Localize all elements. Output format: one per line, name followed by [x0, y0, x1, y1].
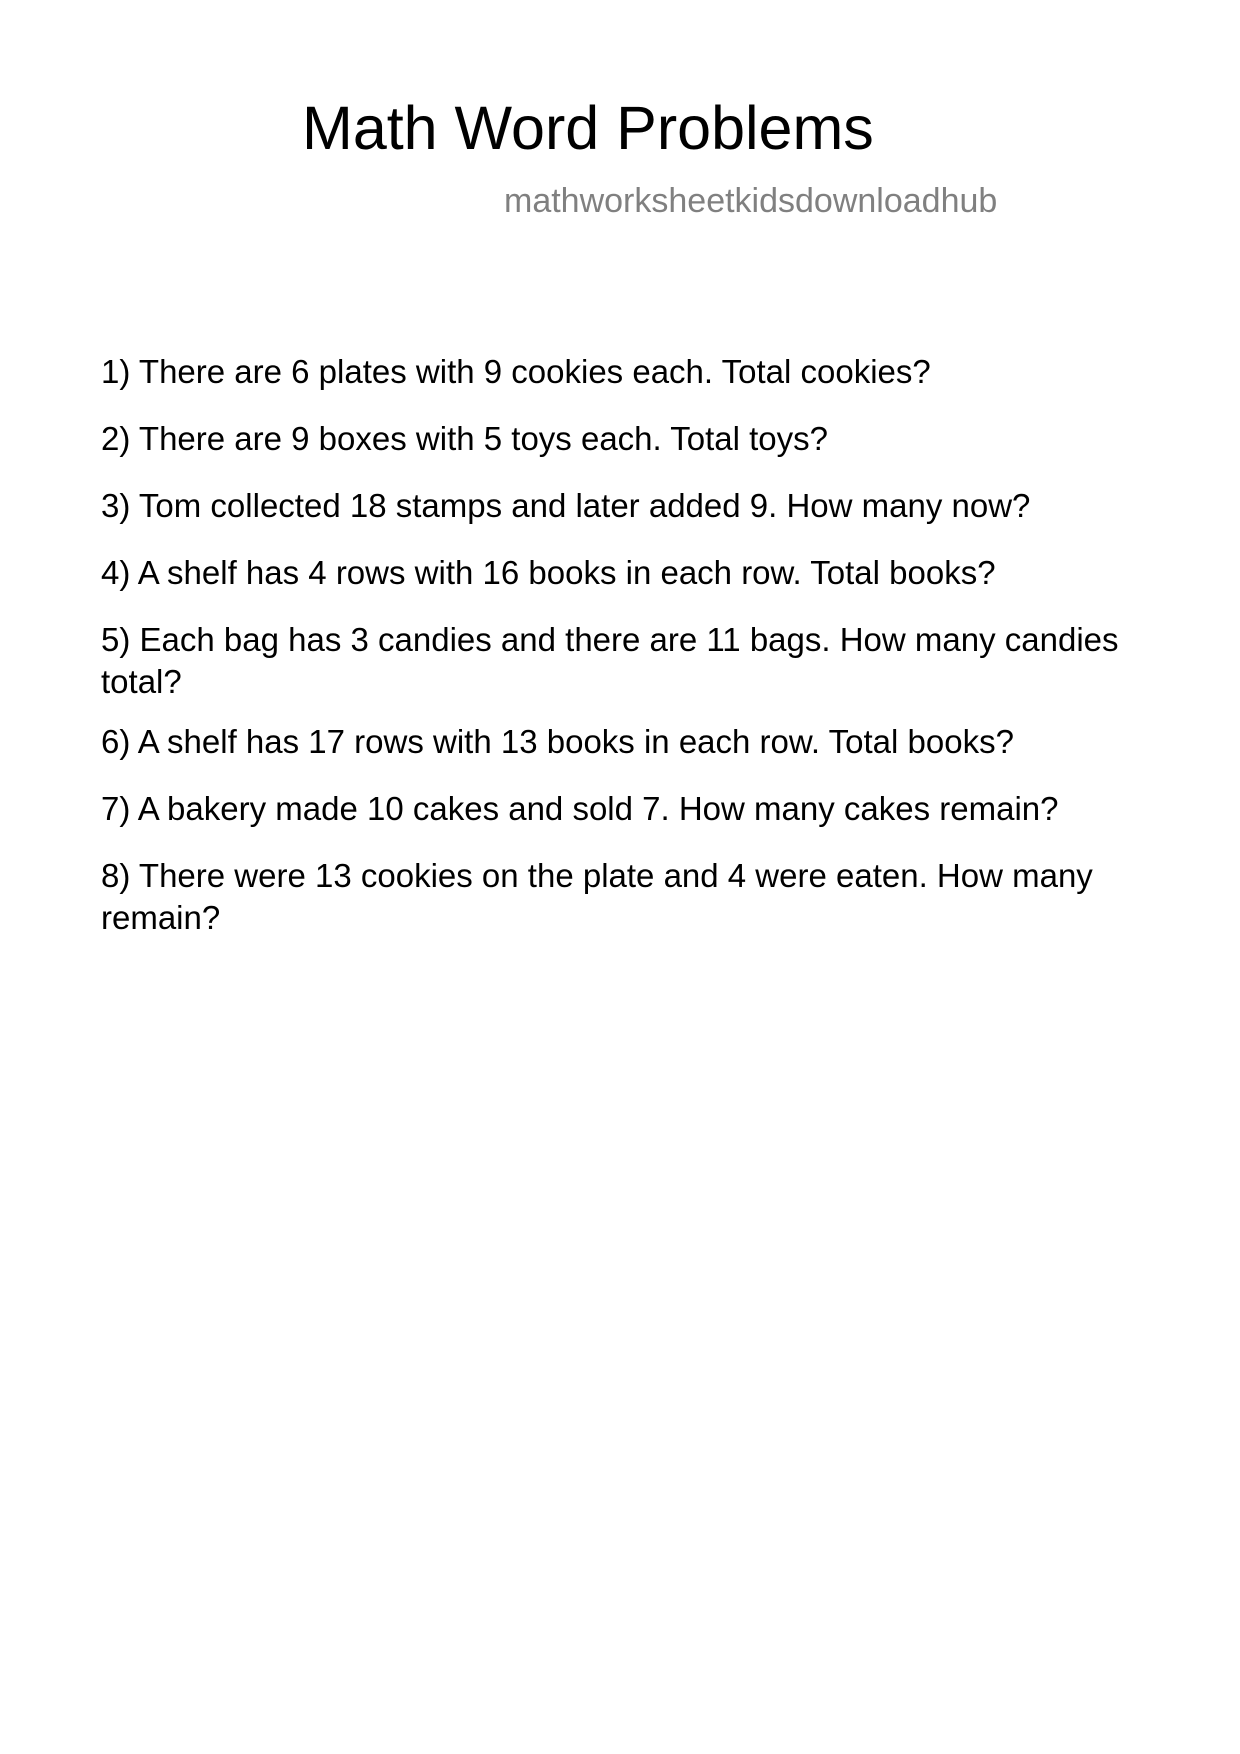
problem-item: 5) Each bag has 3 candies and there are 11 bags. How many candies total?	[101, 621, 1119, 700]
page-title: Math Word Problems	[302, 94, 874, 162]
problem-item: 6) A shelf has 17 rows with 13 books in each row. Total books?	[101, 723, 1014, 760]
problem-item: 4) A shelf has 4 rows with 16 books in each row. Total books?	[101, 554, 996, 591]
page-subtitle: mathworksheetkidsdownloadhub	[504, 182, 998, 220]
problem-item: 8) There were 13 cookies on the plate and 4 were eaten. How many remain?	[101, 857, 1093, 936]
problem-list	[101, 351, 1141, 957]
problem-item: 3) Tom collected 18 stamps and later added 9. How many now?	[101, 487, 1031, 524]
problem-item: 7) A bakery made 10 cakes and sold 7. How many cakes remain?	[101, 790, 1059, 827]
problem-item: 2) There are 9 boxes with 5 toys each. Total toys?	[101, 420, 829, 457]
problem-item: 1) There are 6 plates with 9 cookies each. Total cookies?	[101, 353, 931, 390]
